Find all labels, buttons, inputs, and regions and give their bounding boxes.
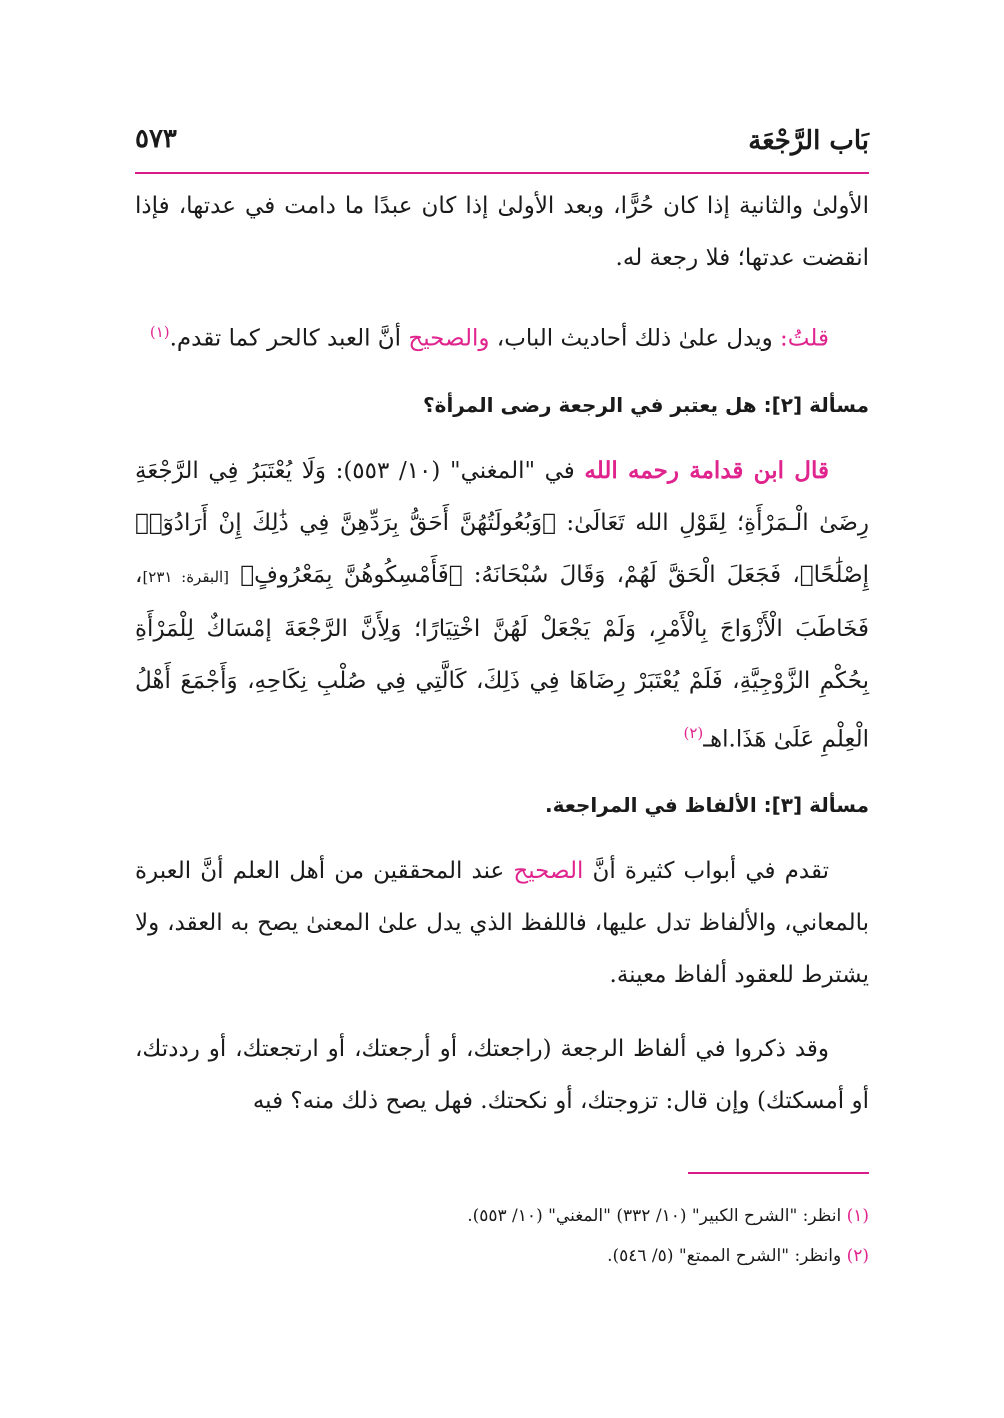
paragraph-2-tail: أنَّ العبد كالحر كما تقدم. xyxy=(169,325,409,352)
header-divider xyxy=(135,172,869,174)
sahih-highlight-2: الصحيح xyxy=(513,858,584,885)
footnotes xyxy=(135,1196,869,1276)
paragraph-3 xyxy=(135,445,869,766)
question-2-text: هل يعتبر في الرجعة رضى المرأة؟ xyxy=(423,392,764,417)
chapter-title: بَاب الرَّجْعَة xyxy=(748,126,869,156)
paragraph-4-text-b: عند المحققين من أهل العلم أنَّ العبرة بالمعاني، والألفاظ تدل عليها، فاللفظ الذي يدل علىٰ المعنىٰ يصح به العقد، ولا يشترط للعقود ألفاظ معينة. xyxy=(135,858,869,989)
paragraph-5: وقد ذكروا في ألفاظ الرجعة (راجعتك، أو أرجعتك، أو ارتجعتك، أو رددتك، أو أمسكتك) وإن قال: تزوجتك، أو نكحتك. فهل يصح ذلك منه؟ فيه xyxy=(135,1036,869,1115)
paragraph-1: الأولىٰ والثانية إذا كان حُرًّا، وبعد الأولىٰ إذا كان عبدًا ما دامت في عدتها، فإذا انقضت عدتها؛ فلا رجعة له. xyxy=(135,193,869,271)
footnote-ref-1[interactable]: (١) xyxy=(149,323,170,341)
sahih-highlight: والصحيح xyxy=(408,325,490,352)
footnote-2-text: وانظر: "الشرح الممتع" (٥/ ٥٤٦). xyxy=(607,1246,847,1266)
question-2-heading xyxy=(135,379,869,431)
paragraph-2-text: ويدل علىٰ ذلك أحاديث الباب، xyxy=(489,325,781,352)
ibn-qudama-label: قال ابن قدامة رحمه الله xyxy=(584,456,829,484)
question-3-heading xyxy=(135,779,869,831)
paragraph-4 xyxy=(135,845,869,1001)
paragraph-2 xyxy=(135,306,869,365)
footnote-1-number: (١) xyxy=(846,1206,869,1226)
qultu-label: قلتُ: xyxy=(780,325,829,352)
paragraph-3-quote-b: ، فَخَاطَبَ الْأَزْوَاجَ بِالْأَمْرِ، وَلَمْ يَجْعَلْ لَهُنَّ اخْتِيَارًا؛ وَلِأَنَّ الرَّجْعَةَ إمْسَاكٌ لِلْمَرْأَةِ بِحُكْمِ الزَّوْجِيَّةِ، فَلَمْ يُعْتَبَرْ رِضَاهَا فِي ذَلِكَ، كَالَّتِي فِي صُلْبِ نِكَاحِهِ، وَأَجْمَعَ أَهْلُ الْعِلْمِ عَلَىٰ هَذَا.اهـ xyxy=(135,561,869,753)
page-number: ٥٧٣ xyxy=(135,124,177,154)
footnote-2 xyxy=(135,1236,869,1276)
footnote-1-text: انظر: "الشرح الكبير" (١٠/ ٣٣٢) "المغني" (١٠/ ٥٥٣). xyxy=(467,1206,847,1226)
question-3-text: الألفاظ في المراجعة. xyxy=(544,793,764,818)
paragraph-3-quote-a: في "المغني" (١٠/ ٥٥٣): وَلَا يُعْتَبَرُ فِي الرَّجْعَةِ رِضَىٰ الْـمَرْأَةِ؛ لِقَوْلِ الله تَعَالَىٰ: ﴿وَبُعُولَتُهُنَّ أَحَقُّ بِرَدِّهِنَّ فِي ذَٰلِكَ إِنْ أَرَادُوٓا۟ إِصْلَٰحًا﴾، فَجَعَلَ الْحَقَّ لَهُمْ، وَقَالَ سُبْحَانَهُ: ﴿فَأَمْسِكُوهُنَّ بِمَعْرُوفٍ﴾ xyxy=(135,457,869,588)
footnote-1 xyxy=(135,1196,869,1236)
question-2-label: مسألة [٢]: xyxy=(763,392,869,417)
quran-reference: [البقرة: ٢٣١] xyxy=(142,567,230,586)
footnote-2-number: (٢) xyxy=(846,1246,869,1266)
paragraph-4-text-a: تقدم في أبواب كثيرة أنَّ xyxy=(583,858,829,885)
footnote-ref-2[interactable]: (٢) xyxy=(683,723,704,742)
page-header xyxy=(135,118,869,168)
question-3-label: مسألة [٣]: xyxy=(763,793,869,818)
footnote-divider xyxy=(688,1172,869,1174)
page-body xyxy=(135,180,869,1127)
